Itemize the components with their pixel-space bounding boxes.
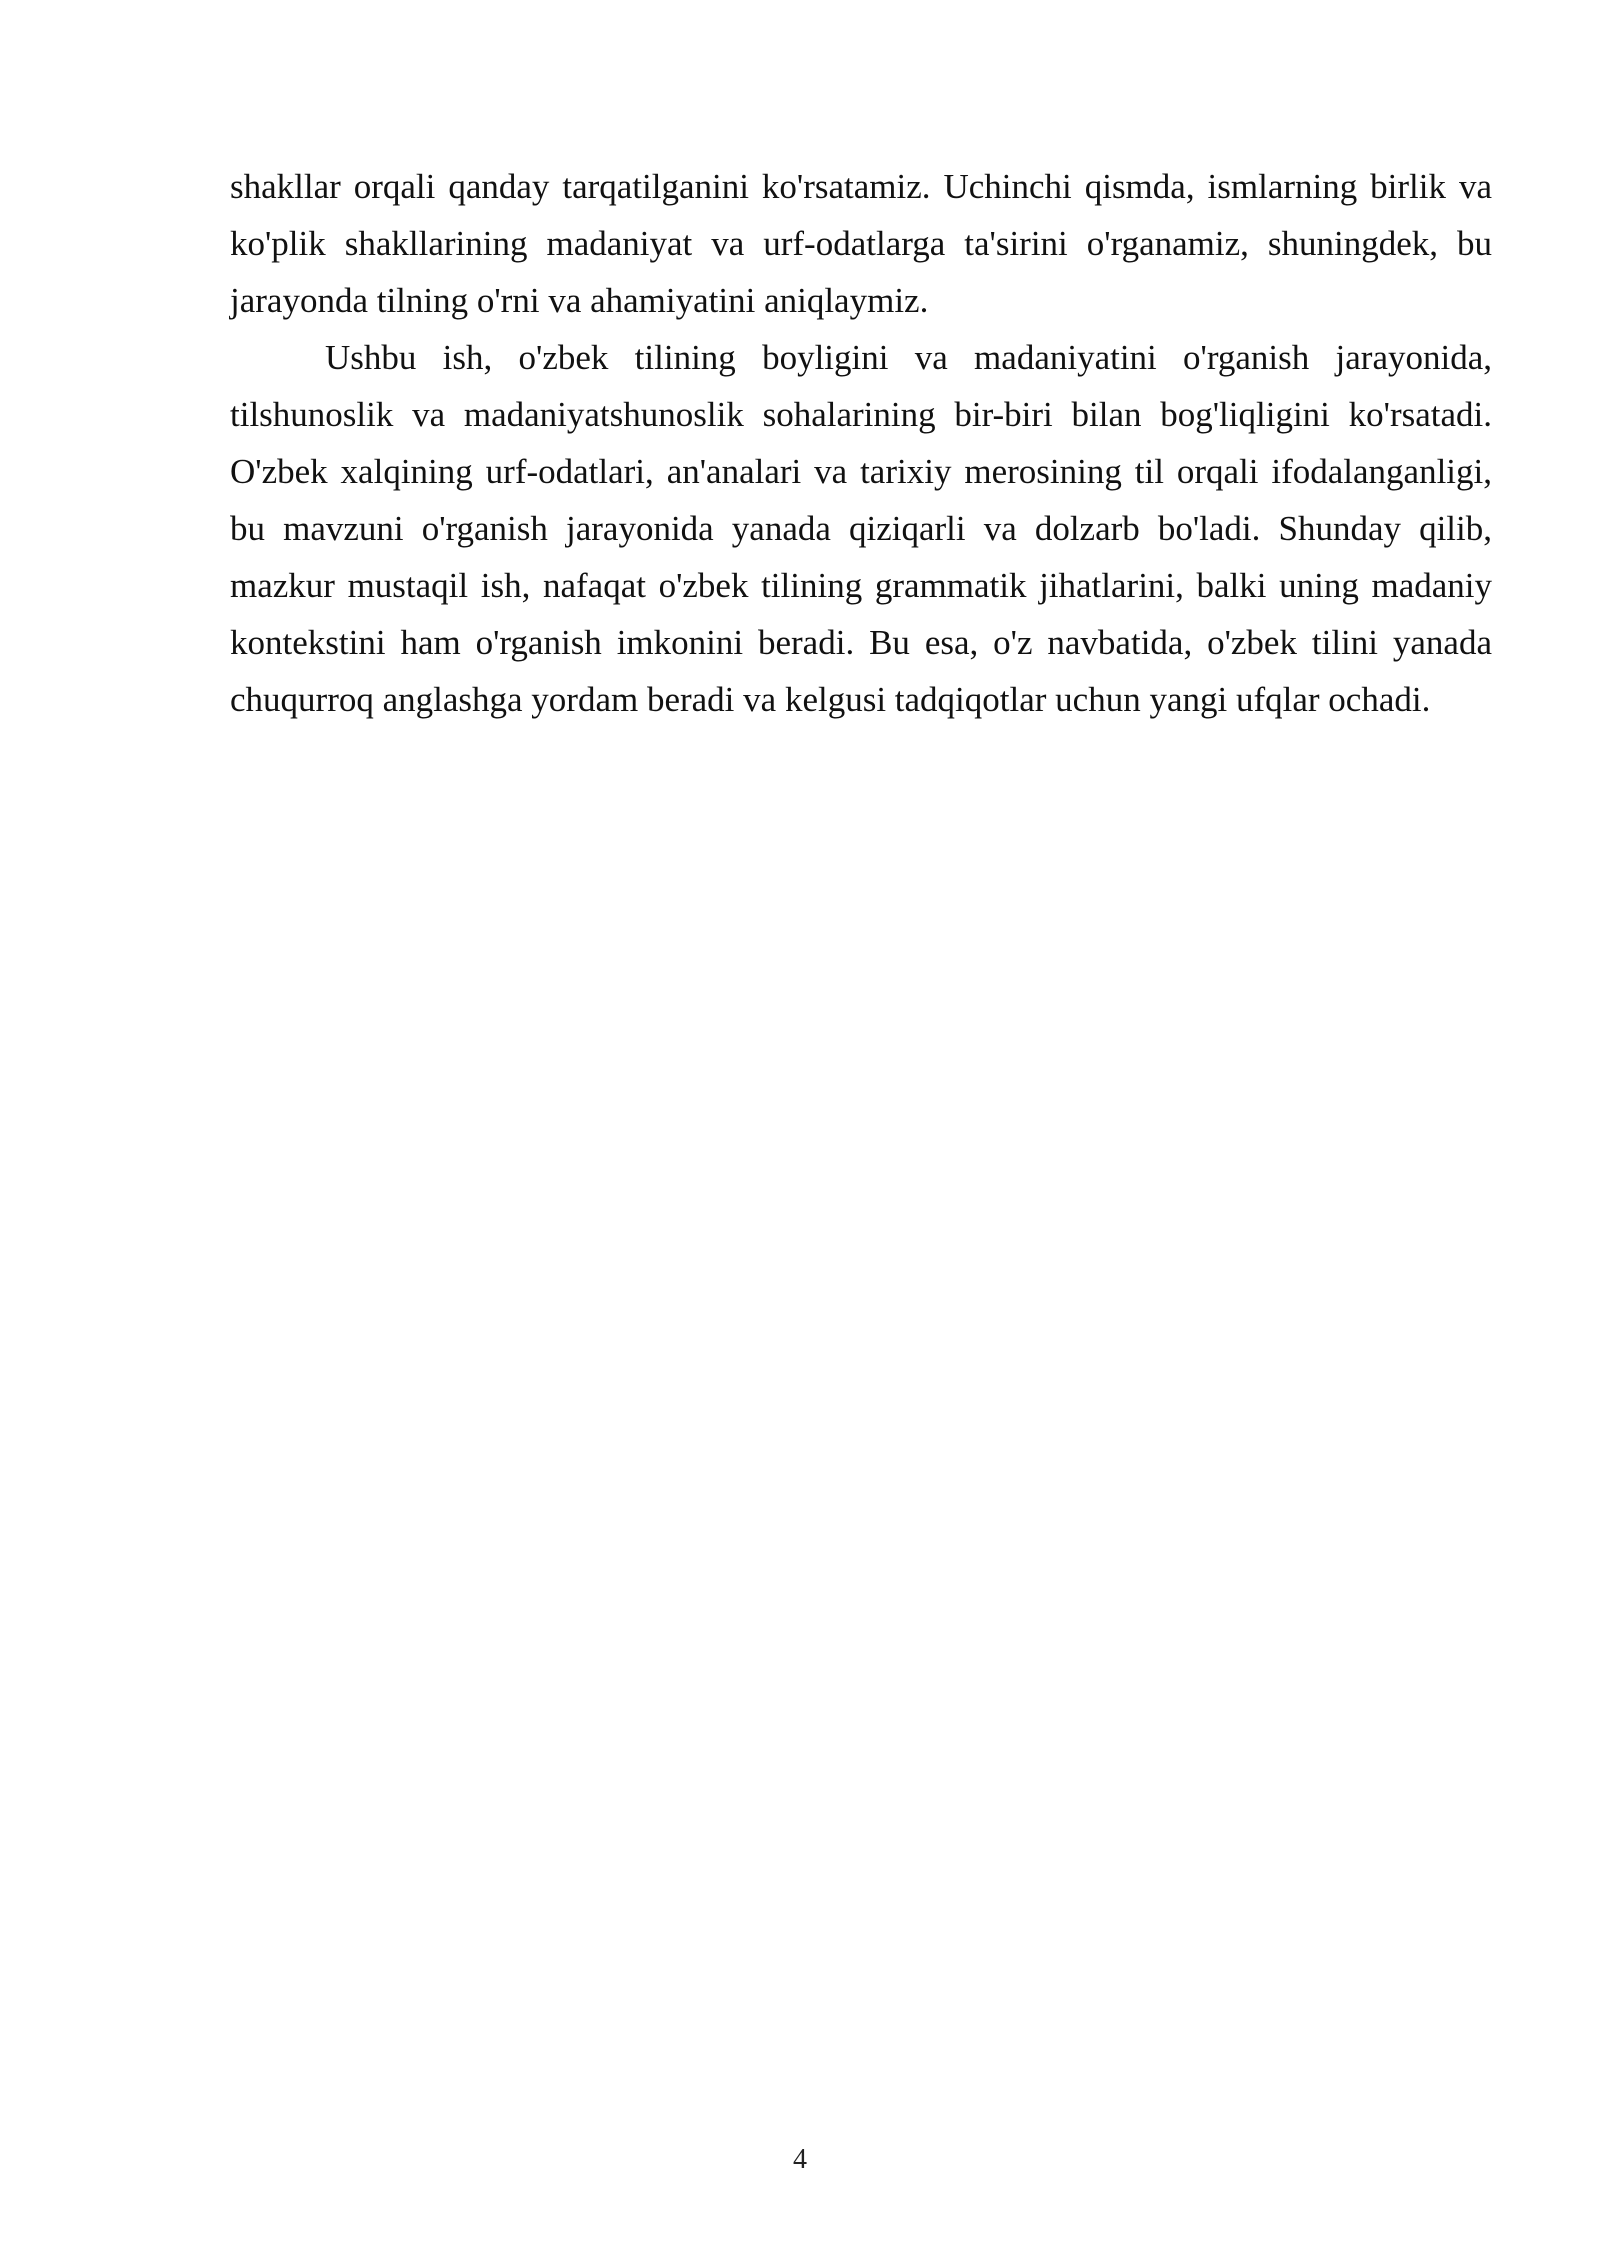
document-body (230, 158, 1492, 728)
paragraph-main: Ushbu ish, o'zbek tilining boyligini va madaniyatini o'rganish jarayonida, tilshunoslik va madaniyatshunoslik sohalarining bir-biri bilan bog'liqligini ko'rsatadi. O'zbek xalqining urf-odatlari, an'analari va tarixiy merosining til orqali ifodalanganligi, bu mavzuni o'rganish jarayonida yanada qiziqarli va dolzarb bo'ladi. Shunday qilib, mazkur mustaqil ish, nafaqat o'zbek tilining grammatik jihatlarini, balki uning madaniy kontekstini ham o'rganish imkonini beradi. Bu esa, o'z navbatida, o'zbek tilini yanada chuqurroq anglashga yordam beradi va kelgusi tadqiqotlar uchun yangi ufqlar ochadi. (230, 338, 1492, 719)
paragraph-continuation: shakllar orqali qanday tarqatilganini ko'rsatamiz. Uchinchi qismda, ismlarning birlik va ko'plik shakllarining madaniyat va urf-odatlarga ta'sirini o'rganamiz, shuningdek, bu jarayonda tilning o'rni va ahamiyatini aniqlaymiz. (230, 167, 1492, 320)
page-number: 4 (793, 2144, 807, 2175)
